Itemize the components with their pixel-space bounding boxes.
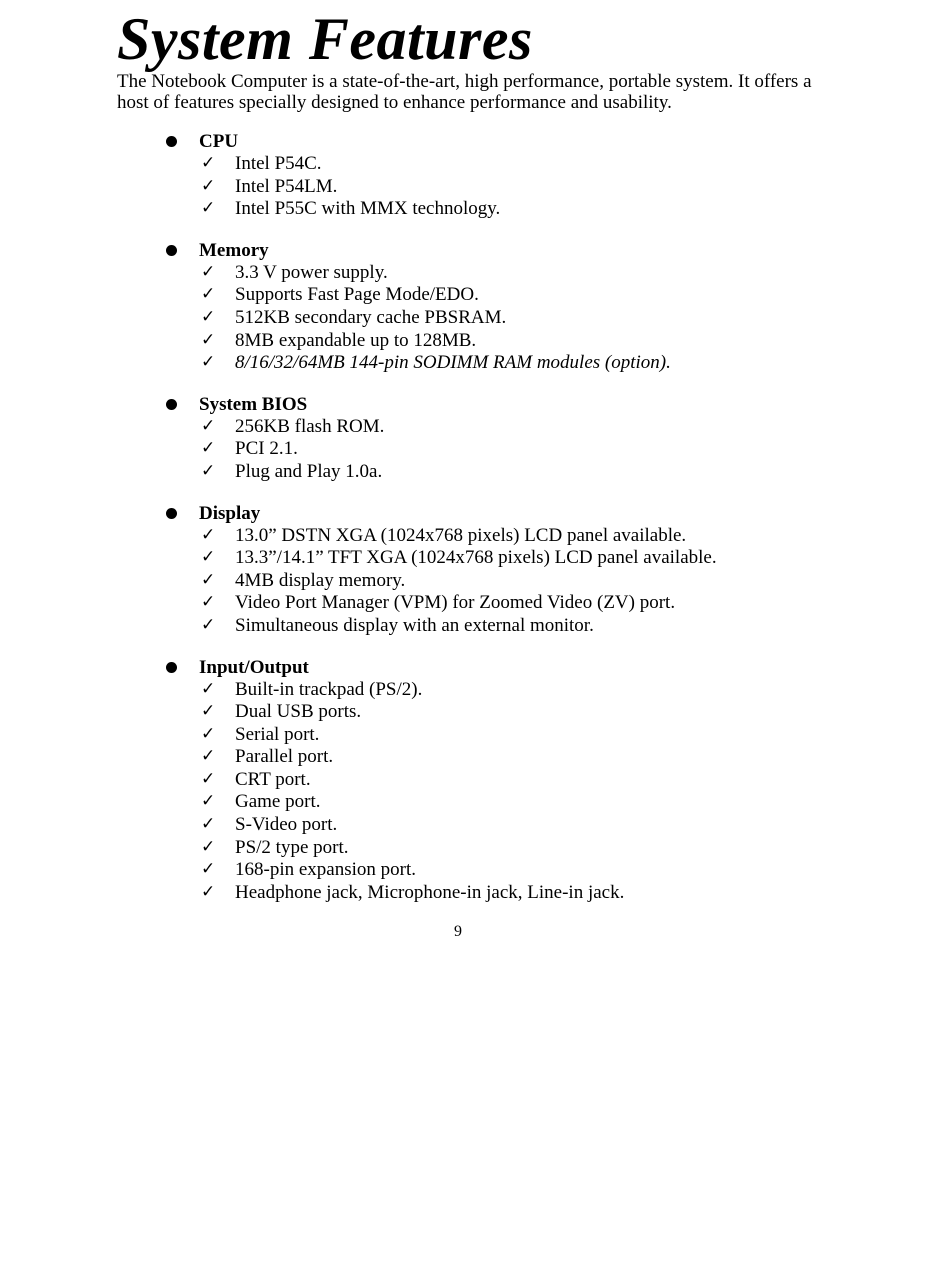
list-item xyxy=(0,176,950,199)
checkmark-icon: ✓ xyxy=(201,306,216,327)
checkmark-icon: ✓ xyxy=(201,678,216,699)
item-text: 13.3”/14.1” TFT XGA (1024x768 pixels) LCD panel available. xyxy=(235,547,717,569)
bullet-icon xyxy=(166,508,177,519)
item-text: PS/2 type port. xyxy=(235,836,349,858)
section-title: System BIOS xyxy=(199,393,308,415)
checkmark-icon: ✓ xyxy=(201,701,216,722)
checkmark-icon: ✓ xyxy=(201,614,216,635)
section-title: Display xyxy=(199,502,261,524)
item-text: Simultaneous display with an external monitor. xyxy=(235,614,594,636)
item-text: Intel P54LM. xyxy=(235,175,338,197)
list-item xyxy=(0,570,950,593)
checkmark-icon: ✓ xyxy=(201,153,216,173)
item-text: Parallel port. xyxy=(235,746,334,768)
checkmark-icon: ✓ xyxy=(201,284,216,305)
item-text: Serial port. xyxy=(235,723,320,745)
checkmark-icon: ✓ xyxy=(201,198,216,219)
section-title: CPU xyxy=(199,131,239,152)
section-title: Memory xyxy=(199,239,269,261)
item-text: Intel P54C. xyxy=(235,153,322,174)
section-heading xyxy=(0,239,950,262)
checkmark-icon: ✓ xyxy=(201,175,216,196)
checkmark-icon: ✓ xyxy=(201,768,216,789)
feature-list xyxy=(0,416,950,484)
section-heading xyxy=(0,656,950,679)
section-display xyxy=(0,502,950,638)
checkmark-icon: ✓ xyxy=(201,592,216,613)
checkmark-icon: ✓ xyxy=(201,569,216,590)
section-heading xyxy=(0,502,950,525)
feature-list xyxy=(0,679,950,905)
checkmark-icon: ✓ xyxy=(201,881,216,902)
section-input-output xyxy=(0,656,950,905)
checkmark-icon: ✓ xyxy=(201,524,216,545)
feature-list xyxy=(0,525,950,638)
item-text: 13.0” DSTN XGA (1024x768 pixels) LCD panel available. xyxy=(235,524,687,546)
item-text: Intel P55C with MMX technology. xyxy=(235,198,501,220)
item-text: PCI 2.1. xyxy=(235,438,298,460)
section-title: Input/Output xyxy=(199,656,309,678)
checkmark-icon: ✓ xyxy=(201,547,216,568)
list-item xyxy=(0,791,950,814)
intro-paragraph: The Notebook Computer is a state-of-the-art, high performance, portable system. It offers a host of features specially designed to enhance performance and usability. xyxy=(117,71,812,113)
list-item xyxy=(0,461,950,484)
list-item xyxy=(0,814,950,837)
item-text: 4MB display memory. xyxy=(235,569,406,591)
list-item xyxy=(0,615,950,638)
feature-list xyxy=(0,262,950,375)
page-title: System Features xyxy=(117,6,533,72)
item-text: S-Video port. xyxy=(235,814,338,836)
list-item xyxy=(0,859,950,882)
list-item xyxy=(0,284,950,307)
list-item xyxy=(0,416,950,439)
feature-list xyxy=(0,153,950,221)
bullet-icon xyxy=(166,245,177,256)
checkmark-icon: ✓ xyxy=(201,746,216,767)
item-text: 168-pin expansion port. xyxy=(235,859,417,881)
list-item xyxy=(0,769,950,792)
section-memory xyxy=(0,239,950,375)
list-item xyxy=(0,525,950,548)
list-item xyxy=(0,724,950,747)
list-item xyxy=(0,547,950,570)
item-text: 8MB expandable up to 128MB. xyxy=(235,329,477,351)
list-item xyxy=(0,837,950,860)
bullet-icon xyxy=(166,662,177,673)
list-item xyxy=(0,592,950,615)
checkmark-icon: ✓ xyxy=(201,791,216,812)
list-item xyxy=(0,746,950,769)
checkmark-icon: ✓ xyxy=(201,415,216,436)
item-text: Plug and Play 1.0a. xyxy=(235,460,383,482)
item-text: Dual USB ports. xyxy=(235,701,362,723)
list-item xyxy=(0,701,950,724)
bullet-icon xyxy=(166,136,177,147)
feature-sections xyxy=(0,130,950,922)
list-item xyxy=(0,438,950,461)
checkmark-icon: ✓ xyxy=(201,859,216,880)
item-text: Game port. xyxy=(235,791,321,813)
list-item xyxy=(0,882,950,905)
list-item xyxy=(0,330,950,353)
section-heading xyxy=(0,130,950,153)
checkmark-icon: ✓ xyxy=(201,329,216,350)
item-text: 8/16/32/64MB 144-pin SODIMM RAM modules (option). xyxy=(235,352,671,374)
list-item xyxy=(0,307,950,330)
list-item xyxy=(0,352,950,375)
list-item xyxy=(0,198,950,221)
checkmark-icon: ✓ xyxy=(201,460,216,481)
page-number: 9 xyxy=(454,923,462,940)
checkmark-icon: ✓ xyxy=(201,814,216,835)
checkmark-icon: ✓ xyxy=(201,723,216,744)
section-cpu xyxy=(0,130,950,221)
item-text: 3.3 V power supply. xyxy=(235,261,388,283)
checkmark-icon: ✓ xyxy=(201,261,216,282)
checkmark-icon: ✓ xyxy=(201,438,216,459)
section-system-bios xyxy=(0,393,950,484)
list-item xyxy=(0,262,950,285)
checkmark-icon: ✓ xyxy=(201,836,216,857)
item-text: 512KB secondary cache PBSRAM. xyxy=(235,306,507,328)
section-heading xyxy=(0,393,950,416)
checkmark-icon: ✓ xyxy=(201,352,216,373)
item-text: Headphone jack, Microphone-in jack, Line-in jack. xyxy=(235,881,625,903)
item-text: Built-in trackpad (PS/2). xyxy=(235,678,423,700)
item-text: Supports Fast Page Mode/EDO. xyxy=(235,284,479,306)
item-text: Video Port Manager (VPM) for Zoomed Video (ZV) port. xyxy=(235,592,676,614)
list-item xyxy=(0,679,950,702)
list-item xyxy=(0,153,950,176)
item-text: 256KB flash ROM. xyxy=(235,415,385,437)
item-text: CRT port. xyxy=(235,768,311,790)
bullet-icon xyxy=(166,399,177,410)
